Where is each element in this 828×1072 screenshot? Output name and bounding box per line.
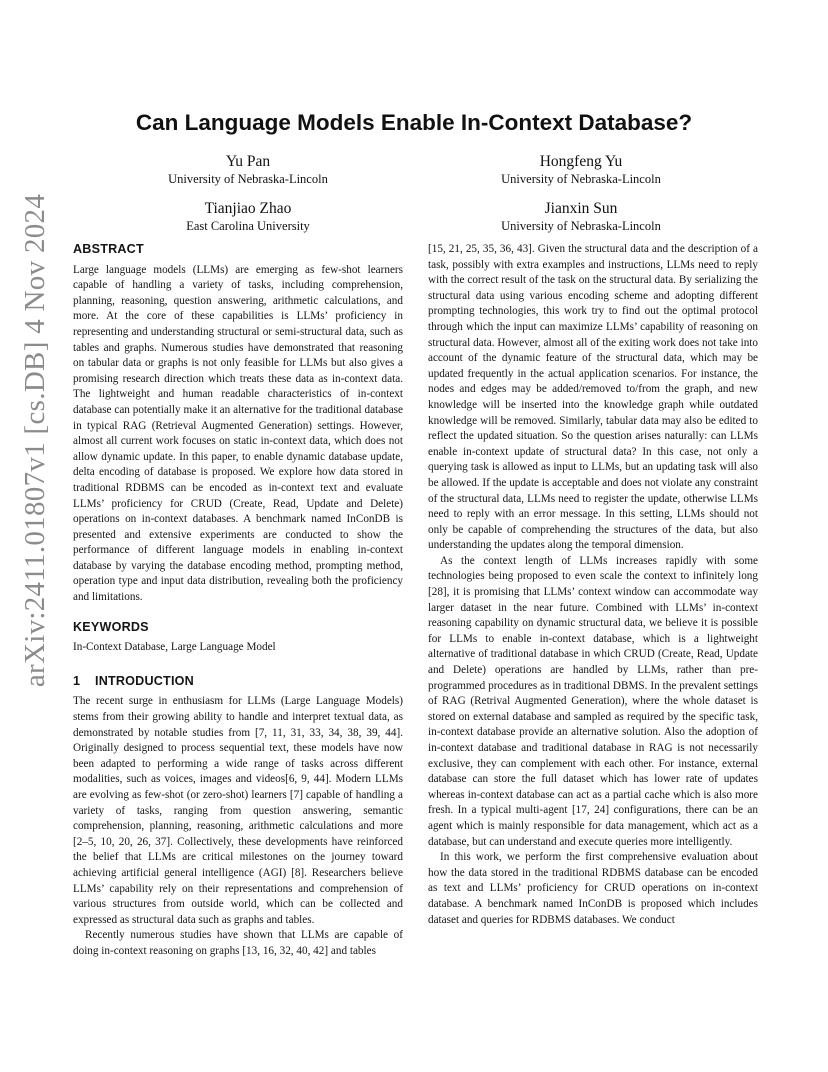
arxiv-identifier: arXiv:2411.01807v1 [cs.DB] 4 Nov 2024 (19, 193, 52, 687)
intro-paragraph: The recent surge in enthusiasm for LLMs (Large Language Models) stems from their growing ability to handle and interpret textual data, as demonstrated by notable studies from [7, 11, 31, 33, 34, 38, 39, 44]. Originally designed to process sequential text, these models have now been adapted to performing a wide range of tasks across different modalities, such as voices, images and videos[6, 9, 44]. Modern LLMs are evolving as few-shot (or zero-shot) learners [7] capable of handling a variety of tasks, ranging from question answering, semantic comprehension, planning, reasoning, arithmetic calculations and more [2–5, 10, 20, 26, 37]. Collectively, these developments have reinforced the belief that LLMs are critical milestones on the journey toward achieving artificial general intelligence (AGI) [8]. Researchers believe LLMs’ capability rely on their representations and comprehension of various structures from outside world, which can be collected and expressed as structural data such as graphs and tables. (73, 695, 403, 926)
section-title: INTRODUCTION (95, 673, 194, 688)
arxiv-identifier-margin (0, 140, 72, 740)
author-block (431, 152, 731, 188)
intro-paragraph: As the context length of LLMs increases rapidly with some technologies being proposed to even scale the context to infinitely long [28], it is promising that LLMs’ context window can accommodate way larger dataset in the near future. Combined with LLMs’ in-context reasoning capability on dynamic structural data, we believe it is possible for LLMs to enable in-context database, which is a lightweight alternative of traditional database in which CRUD (Create, Read, Update and Delete) operations are handled by LLMs, rather than pre-programmed procedures as in traditional DBMS. In the prevalent settings of RAG (Retrival Augmented Generation), where the whole dataset is stored on external database and sampled as required by the specific task, in-context database provide an alternative solution. Also the adoption of in-context database and traditional database in RAG is not necessarily exclusive, they can complement with each other. For instance, external database can store the full dataset which has lower rate of updates whereas in-context database can act as a partial cache which is also more fresh. In a typical multi-agent [17, 24] configurations, there can be an agent which is mainly responsible for data management, which act as a database, but can understand and execute queries more intelligently. (428, 554, 758, 848)
author-block (98, 199, 398, 235)
right-column (428, 242, 758, 928)
left-column (73, 242, 403, 960)
abstract-heading: ABSTRACT (73, 242, 144, 256)
author-block (98, 152, 398, 188)
author-affiliation: University of Nebraska-Lincoln (501, 172, 661, 186)
author-affiliation: University of Nebraska-Lincoln (168, 172, 328, 186)
author-name: Yu Pan (225, 153, 271, 170)
author-block (431, 199, 731, 235)
keywords-text: In-Context Database, Large Language Model (73, 641, 276, 654)
section-number: 1 (73, 673, 81, 688)
keywords-heading: KEYWORDS (73, 619, 149, 634)
introduction-heading (73, 674, 403, 690)
author-name: Hongfeng Yu (539, 153, 623, 170)
author-name: Tianjiao Zhao (204, 200, 292, 217)
author-name: Jianxin Sun (544, 200, 618, 217)
author-affiliation: University of Nebraska-Lincoln (501, 219, 661, 233)
intro-paragraph: Recently numerous studies have shown that LLMs are capable of doing in-context reasoning on graphs [13, 16, 32, 40, 42] and tables (73, 929, 403, 957)
paper-title: Can Language Models Enable In-Context Database? (135, 110, 693, 135)
author-affiliation: East Carolina University (186, 219, 310, 233)
intro-paragraph: In this work, we perform the first comprehensive evaluation about how the data stored in the traditional RDBMS database can be encoded as text and LLMs’ proficiency for CRUD operations on in-context database. A benchmark named InConDB is proposed which includes dataset and queries for RDBMS databases. We conduct (428, 851, 758, 926)
abstract-text: Large language models (LLMs) are emerging as few-shot learners capable of handling a variety of tasks, including comprehension, planning, reasoning, question answering, arithmetic calculations, and more. At the core of these capabilities is LLMs’ proficiency in representing and understanding structural or semi-structural data, such as tables and graphs. Numerous studies have demonstrated that reasoning on tabular data or graphs is not only feasible for LLMs but also gives a promising research direction which treats these data as in-context data. The lightweight and human readable characteristics of in-context database can potentially make it an alternative for the traditional database in typical RAG (Retrieval Augmented Generation) settings. However, almost all current work focuses on static in-context data, which does not allow dynamic update. In this paper, to enable dynamic database update, delta encoding of database is proposed. We explore how data stored in traditional RDBMS can be encoded as in-context text and evaluate LLMs’ proficiency for CRUD (Create, Read, Update and Delete) operations on in-context databases. A benchmark named InConDB is presented and extensive experiments are conducted to show the performance of different language models in enabling in-context database by varying the database encoding method, prompting method, operation type and input data distribution, revealing both the proficiency and limitations. (73, 263, 403, 604)
intro-paragraph: [15, 21, 25, 35, 36, 43]. Given the structural data and the description of a task, possibly with extra examples and instructions, LLMs need to reply with the correct result of the task on the structural data. By serializing the structural data using various encoding scheme and adopting different prompting technologies, this work try to find out the optimal protocol through which the input can maximize LLMs’ capability of reasoning on structural data. However, almost all of the exiting work does not take into account of the dynamic feature of the structural data, which may be updated frequently in the actual application scenarios. For instance, the nodes and edges may be added/removed to/from the graph, and new knowledge will be inserted into the knowledge graph while outdated knowledge will be removed. Similarly, tabular data may also be edited to reflect the updated situation. So the question arises naturally: can LLMs enable in-context update of structural data? In this case, not only a querying task is allowed as input to LLMs, but an updating task will also be allowed. If the update is acceptable and does not violate any constraint of the structural data, LLMs need to register the update, otherwise LLMs need to reply with an error message. In this setting, LLMs should not only be capable of comprehending the structures of the data, but also understanding the updates along the temporal dimension. (428, 243, 758, 552)
